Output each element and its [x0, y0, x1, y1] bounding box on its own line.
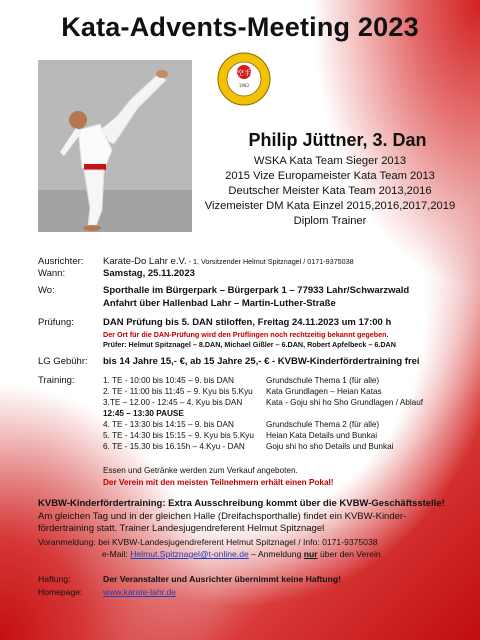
training-row-topic: Goju shi ho sho Details und Bunkai	[266, 442, 394, 451]
training-row: 2. TE - 11:00 bis 11:45 – 9. Kyu bis 5.Kyu	[103, 387, 253, 396]
trainer-title: Vizemeister DM Kata Einzel 2015,2016,2017,2019	[204, 200, 456, 212]
training-row-topic: Kata - Goju shi ho Sho Grundlagen / Ablauf	[266, 398, 424, 407]
training-row: 5. TE - 14:30 bis 15:15 – 9. Kyu bis 5.Kyu	[103, 431, 254, 440]
wo-line1: Sporthalle im Bürgerpark – Bürgerpark 1 – 77933 Lahr/Schwarzwald	[103, 285, 410, 296]
trainer-name: Philip Jüttner, 3. Dan	[248, 130, 427, 150]
pruefung-line3: Prüfer: Helmut Spitznagel – 8.DAN, Michael Gißler – 6.DAN, Robert Apfelbeck – 6.DAN	[103, 340, 396, 349]
homepage-label: Homepage:	[38, 587, 83, 597]
trophy-note: Der Verein mit den meisten Teilnehmern erhält einen Pokal!	[103, 478, 334, 487]
flyer-title: Kata-Advents-Meeting 2023	[61, 12, 419, 42]
training-row-topic: Grundschule Thema 1 (für alle)	[266, 376, 380, 385]
kvbw-line: fördertraining statt. Trainer Landesjugendreferent Helmut Spitznagel	[38, 523, 325, 534]
trainer-title: Deutscher Meister Kata Team 2013,2016	[228, 185, 432, 197]
trainer-title: Diplom Trainer	[293, 215, 367, 227]
email-suffix: – Anmeldung	[248, 549, 304, 559]
pruefung-label: Prüfung:	[38, 317, 74, 328]
ausrichter-label: Ausrichter:	[38, 256, 84, 267]
training-row-topic: Kata Grundlagen – Heian Katas	[266, 387, 382, 396]
email-prefix: e-Mail:	[102, 549, 131, 559]
haftung-value: Der Veranstalter und Ausrichter übernimmt keine Haftung!	[103, 574, 341, 584]
ausrichter-value	[103, 256, 354, 267]
svg-text:1983: 1983	[238, 83, 250, 88]
gebuehr-label: LG Gebühr:	[38, 356, 88, 367]
kvbw-voranmeldung: Voranmeldung: bei KVBW-Landesjugendreferent Helmut Spitznagel / Info: 0171-9375038	[38, 536, 378, 547]
email-link[interactable]: Helmut.Spitznagel@t-online.de	[130, 549, 249, 559]
training-row: 3.TE – 12.00 - 12:45 – 4. Kyu bis DAN	[103, 398, 243, 407]
training-row-topic: Heian Kata Details und Bunkai	[266, 431, 378, 440]
email-nur: nur	[303, 549, 318, 559]
food-note: Essen und Getränke werden zum Verkauf angeboten.	[103, 466, 298, 475]
trainer-title: WSKA Kata Team Sieger 2013	[253, 155, 407, 167]
training-row-topic: Grundschule Thema 2 (für alle)	[266, 420, 380, 429]
trainer-titles	[180, 154, 480, 229]
wann-label: Wann:	[38, 268, 66, 279]
training-row: 6. TE - 15.30 bis 16.15h – 4.Kyu - DAN	[103, 442, 245, 451]
pruefung-line2: Der Ort für die DAN-Prüfung wird den Prüflingen noch rechtzeitig bekannt gegeben.	[103, 330, 389, 339]
karate-do-lahr-logo	[217, 52, 271, 106]
kvbw-section	[38, 498, 458, 561]
training-label: Training:	[38, 375, 75, 386]
training-row: 4. TE - 13:30 bis 14:15 – 9. bis DAN	[103, 420, 234, 429]
wo-label: Wo:	[38, 285, 55, 296]
wo-line2: Anfahrt über Hallenbad Lahr – Martin-Luther-Straße	[103, 298, 336, 309]
pruefung-line1: DAN Prüfung bis 5. DAN stiloffen, Freitag 24.11.2023 um 17:00 h	[103, 317, 392, 328]
karateka-photo	[38, 60, 192, 232]
ausrichter-club: Karate-Do Lahr e.V.	[103, 256, 187, 267]
haftung-label: Haftung:	[38, 574, 71, 584]
wann-value: Samstag, 25.11.2023	[103, 268, 195, 279]
kvbw-email-line	[38, 548, 458, 561]
trainer-title: 2015 Vize Europameister Kata Team 2013	[225, 170, 435, 182]
gebuehr-value: bis 14 Jahre 15,- €, ab 15 Jahre 25,- € - KVBW-Kinderfördertraining frei	[103, 356, 420, 367]
ausrichter-contact: - 1. Vorsitzender Helmut Spitznagel / 0171-9375038	[186, 257, 354, 266]
training-pause: 12:45 – 13:30 PAUSE	[103, 409, 184, 418]
homepage-link[interactable]: www.karate-lahr.de	[103, 587, 177, 597]
training-row: 1. TE - 10:00 bis 10:45 – 9. bis DAN	[103, 376, 234, 385]
kvbw-line: Am gleichen Tag und in der gleichen Halle (Dreifachsporthalle) findet ein KVBW-Kinder-	[38, 510, 407, 522]
email-end: über den Verein	[317, 549, 381, 559]
kvbw-headline: KVBW-Kinderfördertraining: Extra Ausschreibung kommt über die KVBW-Geschäftsstelle!	[38, 498, 445, 509]
svg-text:空手: 空手	[237, 69, 251, 77]
